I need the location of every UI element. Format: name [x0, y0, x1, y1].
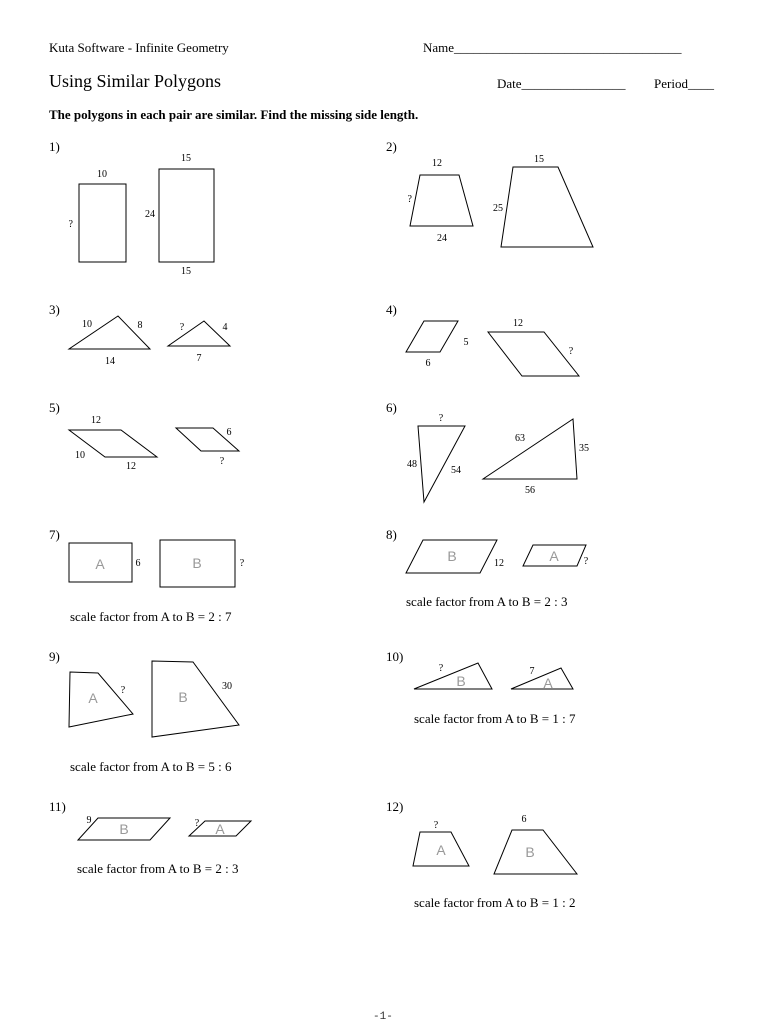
triangle-b: [483, 419, 577, 479]
side-label: 56: [525, 485, 535, 496]
side-label: 54: [451, 465, 461, 476]
problem-12-figure: [413, 814, 577, 874]
problem-number: 7): [49, 527, 60, 542]
figure-letter: A: [436, 842, 446, 858]
side-label: ?: [194, 818, 200, 829]
problem-4-figure: [406, 318, 579, 376]
side-label: 7: [529, 666, 535, 677]
side-label: 12: [432, 158, 442, 169]
side-label: 35: [579, 443, 589, 454]
problem-5-figure: [69, 415, 239, 472]
problem-number: 2): [386, 139, 397, 154]
scale-factor-text: scale factor from A to B = 1 : 7: [414, 711, 576, 726]
quadrilateral-a: [69, 672, 133, 727]
side-label: 25: [493, 203, 503, 214]
side-label: ?: [120, 685, 126, 696]
side-label: 5: [463, 337, 469, 348]
side-label: 14: [105, 356, 115, 367]
side-label: 9: [86, 815, 92, 826]
trapezoid-b: [494, 830, 577, 874]
figure-letter: A: [88, 690, 98, 706]
side-label: 10: [82, 319, 92, 330]
side-label: 63: [515, 433, 525, 444]
problem-number: 9): [49, 649, 60, 664]
side-label: 48: [407, 459, 417, 470]
page-number: -1-: [373, 1011, 393, 1023]
worksheet-title: Using Similar Polygons: [49, 71, 222, 91]
problem-1-figure: [69, 153, 214, 277]
rectangle-b: [159, 169, 214, 262]
figure-letter: A: [543, 675, 553, 691]
figure-letter: A: [549, 548, 559, 564]
name-field[interactable]: Name___________________________________: [423, 40, 682, 55]
side-label: 12: [513, 318, 523, 329]
figure-letter: B: [192, 555, 202, 571]
problem-number: 10): [386, 649, 404, 664]
side-label: 15: [534, 154, 544, 165]
problem-2-figure: [408, 154, 593, 247]
instructions: The polygons in each pair are similar. Find the missing side length.: [49, 107, 419, 122]
rectangle-a: [79, 184, 126, 262]
problem-number: 12): [386, 799, 404, 814]
side-label: ?: [583, 556, 589, 567]
publisher-line: Kuta Software - Infinite Geometry: [49, 40, 229, 55]
figure-letter: B: [456, 673, 466, 689]
problem-7-figure: [69, 540, 245, 587]
side-label: 7: [196, 353, 202, 364]
triangle-b: [414, 663, 492, 689]
date-field[interactable]: Date________________: [497, 76, 626, 91]
side-label: 30: [222, 681, 232, 692]
side-label: ?: [179, 322, 185, 333]
side-label: ?: [568, 346, 574, 357]
side-label: 24: [145, 209, 155, 220]
side-label: 6: [425, 358, 431, 369]
side-label: 8: [137, 320, 143, 331]
side-label: ?: [438, 663, 444, 674]
figure-letter: A: [215, 821, 225, 837]
figure-letter: B: [119, 821, 129, 837]
side-label: ?: [433, 820, 439, 831]
scale-factor-text: scale factor from A to B = 2 : 3: [77, 861, 239, 876]
problem-number: 11): [49, 799, 66, 814]
problem-number: 6): [386, 400, 397, 415]
problem-number: 5): [49, 400, 60, 415]
figure-letter: B: [525, 844, 535, 860]
period-field[interactable]: Period____: [654, 76, 714, 91]
parallelogram-a: [406, 321, 458, 352]
side-label: ?: [219, 456, 225, 467]
problem-number: 1): [49, 139, 60, 154]
side-label: ?: [68, 219, 73, 230]
side-label: ?: [438, 413, 444, 424]
problem-8-figure: [406, 540, 589, 573]
side-label: 15: [181, 266, 191, 277]
parallelogram-b: [488, 332, 579, 376]
side-label: 4: [222, 322, 228, 333]
problem-3-figure: [69, 316, 230, 367]
trapezoid-a: [407, 175, 473, 226]
side-label: 24: [437, 233, 447, 244]
problem-6-figure: [407, 413, 589, 502]
figure-letter: B: [178, 689, 188, 705]
side-label: 10: [75, 450, 85, 461]
figure-letter: A: [95, 556, 105, 572]
trapezoid-b: [501, 167, 593, 247]
triangle-a: [511, 668, 573, 689]
scale-factor-text: scale factor from A to B = 5 : 6: [70, 759, 232, 774]
scale-factor-text: scale factor from A to B = 1 : 2: [414, 895, 576, 910]
side-label: 6: [521, 814, 527, 825]
triangle-b: [168, 321, 230, 346]
problem-number: 8): [386, 527, 397, 542]
problem-11-figure: [78, 815, 251, 840]
side-label: 12: [126, 461, 136, 472]
side-label: 6: [135, 558, 141, 569]
figure-letter: B: [447, 548, 457, 564]
side-label: ?: [239, 558, 245, 569]
problem-9-figure: [69, 661, 239, 737]
problem-number: 4): [386, 302, 397, 317]
problem-10-figure: [414, 663, 573, 691]
side-label: 15: [181, 153, 191, 164]
scale-factor-text: scale factor from A to B = 2 : 3: [406, 594, 568, 609]
side-label: 10: [97, 169, 107, 180]
side-label: ?: [407, 194, 412, 205]
problem-number: 3): [49, 302, 60, 317]
side-label: 12: [494, 558, 504, 569]
side-label: 6: [226, 427, 232, 438]
triangle-a: [418, 426, 465, 502]
side-label: 12: [91, 415, 101, 426]
scale-factor-text: scale factor from A to B = 2 : 7: [70, 609, 232, 624]
quadrilateral-b: [152, 661, 239, 737]
